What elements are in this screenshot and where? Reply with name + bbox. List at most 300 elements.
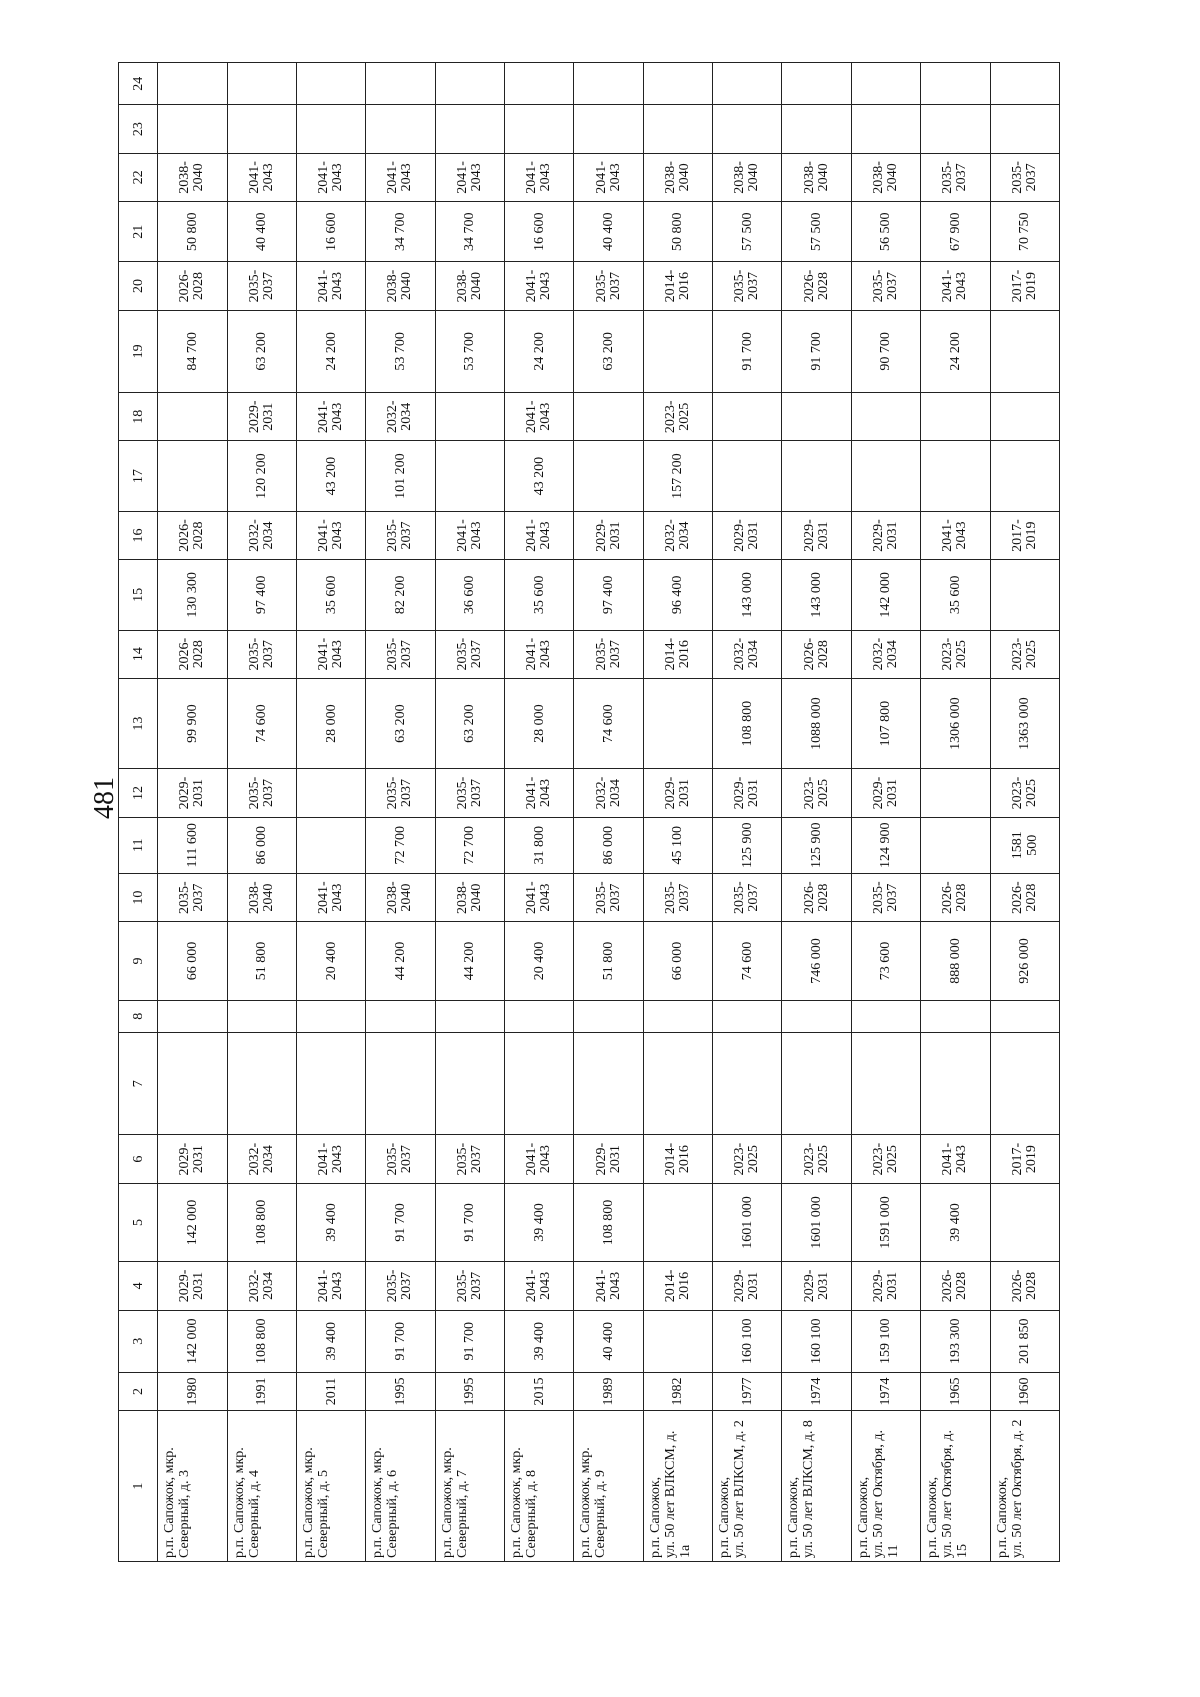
table-cell (574, 393, 643, 441)
address-line: р.п. Сапожок, мкр. (231, 1447, 247, 1558)
table-cell (782, 441, 851, 511)
table-row (643, 63, 712, 1562)
rotated-table-container (118, 62, 1060, 1562)
table-cell: 2029- 2031 (643, 769, 712, 817)
table-cell: 2041- 2043 (435, 153, 504, 201)
table-cell: 2035- 2037 (921, 153, 990, 201)
table-cell: 2032- 2034 (643, 511, 712, 559)
address-line: Северный, д. 9 (593, 1470, 609, 1558)
table-cell: 2041- 2043 (296, 153, 365, 201)
table-cell: 2035- 2037 (435, 1262, 504, 1310)
table-cell: 1980 (158, 1372, 227, 1410)
table-row (227, 63, 296, 1562)
table-cell: 2035- 2037 (851, 873, 920, 921)
table-cell: 44 200 (435, 922, 504, 1000)
table-cell: 2041- 2043 (435, 511, 504, 559)
table-cell: 2014- 2016 (643, 1262, 712, 1310)
table-cell: 160 100 (713, 1310, 782, 1372)
column-header: 24 (119, 63, 158, 105)
address-cell (505, 1411, 574, 1562)
table-cell: 2023- 2025 (990, 630, 1059, 678)
table-cell: 2014- 2016 (643, 630, 712, 678)
table-cell: 2035- 2037 (366, 511, 435, 559)
address-cell (435, 1411, 504, 1562)
table-cell: 28 000 (505, 678, 574, 769)
table-cell (782, 393, 851, 441)
address-line: р.п. Сапожок, мкр. (509, 1447, 524, 1558)
table-cell (921, 1032, 990, 1135)
table-cell: 2035- 2037 (366, 630, 435, 678)
table-cell: 28 000 (296, 678, 365, 769)
table-cell: 142 000 (158, 1310, 227, 1372)
table-cell: 143 000 (782, 560, 851, 630)
table-cell: 2041- 2043 (505, 873, 574, 921)
table-cell: 2023- 2025 (921, 630, 990, 678)
table-cell: 39 400 (296, 1310, 365, 1372)
address-line: ул. 50 лет ВЛКСМ, д. 8 (801, 1420, 817, 1558)
table-cell: 43 200 (296, 441, 365, 511)
table-cell: 2023- 2025 (782, 769, 851, 817)
table-cell: 40 400 (574, 1310, 643, 1372)
table-cell: 2041- 2043 (505, 769, 574, 817)
table-cell: 2029- 2031 (713, 769, 782, 817)
table-cell: 101 200 (366, 441, 435, 511)
column-header: 1 (119, 1411, 158, 1562)
table-cell (505, 63, 574, 105)
table-cell (643, 1000, 712, 1032)
table-cell: 39 400 (921, 1183, 990, 1261)
table-cell: 2026- 2028 (158, 262, 227, 310)
table-cell (158, 105, 227, 153)
table-cell: 24 200 (921, 310, 990, 392)
table-cell (227, 105, 296, 153)
table-cell: 53 700 (366, 310, 435, 392)
table-cell (990, 105, 1059, 153)
table-cell (921, 105, 990, 153)
table-cell: 1991 (227, 1372, 296, 1410)
address-cell (574, 1411, 643, 1562)
table-cell (782, 1000, 851, 1032)
table-cell: 2038- 2040 (435, 873, 504, 921)
table-cell: 201 850 (990, 1310, 1059, 1372)
table-cell (782, 1032, 851, 1135)
table-cell (851, 393, 920, 441)
table-cell: 926 000 (990, 922, 1059, 1000)
address-line: Северный, д. 5 (315, 1470, 331, 1558)
column-header: 7 (119, 1032, 158, 1135)
table-cell: 2041- 2043 (505, 630, 574, 678)
table-cell (435, 63, 504, 105)
table-row (921, 63, 990, 1562)
table-cell: 2041- 2043 (921, 262, 990, 310)
table-cell: 2029- 2031 (851, 769, 920, 817)
table-cell (505, 1000, 574, 1032)
table-cell: 34 700 (435, 202, 504, 262)
table-cell (366, 63, 435, 105)
table-cell: 2041- 2043 (296, 1262, 365, 1310)
table-cell (713, 105, 782, 153)
table-cell: 2041- 2043 (296, 1135, 365, 1183)
table-cell (158, 441, 227, 511)
table-cell (851, 1032, 920, 1135)
address-line: р.п. Сапожок, мкр. (439, 1447, 455, 1558)
table-row (574, 63, 643, 1562)
table-row (990, 63, 1059, 1562)
table-cell: 16 600 (296, 202, 365, 262)
column-header: 20 (119, 262, 158, 310)
address-line: р.п. Сапожок, (647, 1476, 663, 1558)
table-cell: 2038- 2040 (227, 873, 296, 921)
table-cell: 2038- 2040 (782, 153, 851, 201)
table-cell: 120 200 (227, 441, 296, 511)
table-cell: 143 000 (713, 560, 782, 630)
table-cell: 2035- 2037 (366, 1262, 435, 1310)
address-line: ул. 50 лет ВЛКСМ, д. 2 (732, 1420, 748, 1558)
table-cell: 70 750 (990, 202, 1059, 262)
address-cell (366, 1411, 435, 1562)
column-header: 4 (119, 1262, 158, 1310)
table-cell: 2026- 2028 (990, 1262, 1059, 1310)
table-cell: 2038- 2040 (366, 873, 435, 921)
table-cell: 125 900 (782, 817, 851, 873)
table-cell: 2032- 2034 (713, 630, 782, 678)
table-cell: 1977 (713, 1372, 782, 1410)
address-cell (990, 1411, 1059, 1562)
table-cell (296, 1032, 365, 1135)
table-cell: 2014- 2016 (643, 262, 712, 310)
address-line: Северный, д. 3 (177, 1470, 193, 1558)
table-row (782, 63, 851, 1562)
table-cell: 2023- 2025 (990, 769, 1059, 817)
table-cell: 2035- 2037 (851, 262, 920, 310)
table-cell: 2029- 2031 (782, 511, 851, 559)
table-cell: 2029- 2031 (158, 1135, 227, 1183)
table-cell: 2035- 2037 (574, 873, 643, 921)
table-cell: 2032- 2034 (851, 630, 920, 678)
table-cell: 2035- 2037 (366, 769, 435, 817)
table-cell (782, 105, 851, 153)
table-cell: 888 000 (921, 922, 990, 1000)
address-line: р.п. Сапожок, (994, 1476, 1010, 1558)
table-cell: 2026- 2028 (921, 873, 990, 921)
table-cell: 2041- 2043 (505, 1135, 574, 1183)
address-line: Северный, д. 6 (385, 1470, 401, 1558)
table-cell: 2017- 2019 (990, 262, 1059, 310)
table-cell: 43 200 (505, 441, 574, 511)
data-table (118, 62, 1060, 1562)
table-cell: 124 900 (851, 817, 920, 873)
table-cell (574, 63, 643, 105)
table-cell: 91 700 (435, 1183, 504, 1261)
table-cell: 2035- 2037 (713, 262, 782, 310)
table-cell: 2041- 2043 (296, 393, 365, 441)
column-header: 3 (119, 1310, 158, 1372)
header-row (119, 63, 158, 1562)
table-cell: 73 600 (851, 922, 920, 1000)
table-cell: 2026- 2028 (990, 873, 1059, 921)
table-cell: 2014- 2016 (643, 1135, 712, 1183)
table-cell: 2029- 2031 (851, 511, 920, 559)
table-cell (990, 63, 1059, 105)
table-cell: 1601 000 (713, 1183, 782, 1261)
table-cell: 20 400 (505, 922, 574, 1000)
table-row (505, 63, 574, 1562)
table-cell: 2035- 2037 (158, 873, 227, 921)
table-cell (643, 63, 712, 105)
table-cell: 1989 (574, 1372, 643, 1410)
table-cell (435, 1000, 504, 1032)
table-cell (227, 63, 296, 105)
table-cell: 2015 (505, 1372, 574, 1410)
table-cell: 97 400 (574, 560, 643, 630)
table-cell: 39 400 (296, 1183, 365, 1261)
address-cell (296, 1411, 365, 1562)
table-cell (505, 1032, 574, 1135)
table-cell: 45 100 (643, 817, 712, 873)
column-header: 9 (119, 922, 158, 1000)
table-cell (296, 1000, 365, 1032)
table-cell: 2038- 2040 (643, 153, 712, 201)
table-cell: 67 900 (921, 202, 990, 262)
table-cell: 50 800 (643, 202, 712, 262)
table-cell: 91 700 (713, 310, 782, 392)
table-cell: 2038- 2040 (851, 153, 920, 201)
table-cell: 2023- 2025 (713, 1135, 782, 1183)
column-header: 23 (119, 105, 158, 153)
table-cell (366, 1000, 435, 1032)
column-header: 5 (119, 1183, 158, 1261)
table-cell: 50 800 (158, 202, 227, 262)
table-cell: 39 400 (505, 1183, 574, 1261)
column-header: 18 (119, 393, 158, 441)
table-cell (643, 678, 712, 769)
address-line: ул. 50 лет Октября, д. 11 (870, 1430, 901, 1558)
address-line: ул. 50 лет ВЛКСМ, д. 1а (662, 1430, 693, 1558)
table-cell (366, 1032, 435, 1135)
table-cell: 84 700 (158, 310, 227, 392)
table-cell (505, 105, 574, 153)
table-cell: 74 600 (227, 678, 296, 769)
table-cell (574, 105, 643, 153)
table-cell: 51 800 (227, 922, 296, 1000)
table-cell: 2029- 2031 (713, 511, 782, 559)
table-cell: 108 800 (574, 1183, 643, 1261)
table-cell: 2041- 2043 (505, 153, 574, 201)
table-cell (643, 1032, 712, 1135)
table-cell: 2011 (296, 1372, 365, 1410)
column-header: 12 (119, 769, 158, 817)
table-cell: 2029- 2031 (158, 769, 227, 817)
table-cell: 108 800 (227, 1183, 296, 1261)
address-line: Северный, д. 4 (246, 1470, 262, 1558)
table-cell (574, 1000, 643, 1032)
column-header: 10 (119, 873, 158, 921)
table-cell: 1960 (990, 1372, 1059, 1410)
table-cell (851, 1000, 920, 1032)
column-header: 17 (119, 441, 158, 511)
table-cell (435, 393, 504, 441)
table-cell (574, 1032, 643, 1135)
table-cell: 63 200 (227, 310, 296, 392)
column-header: 22 (119, 153, 158, 201)
table-cell: 2035- 2037 (435, 1135, 504, 1183)
table-cell: 2017- 2019 (990, 1135, 1059, 1183)
table-cell: 159 100 (851, 1310, 920, 1372)
table-cell: 1306 000 (921, 678, 990, 769)
table-cell (227, 1032, 296, 1135)
table-cell: 91 700 (782, 310, 851, 392)
table-cell: 2041- 2043 (505, 262, 574, 310)
address-cell (227, 1411, 296, 1562)
table-cell: 125 900 (713, 817, 782, 873)
table-cell: 66 000 (643, 922, 712, 1000)
table-cell: 2029- 2031 (158, 1262, 227, 1310)
address-cell (713, 1411, 782, 1562)
table-cell: 2038- 2040 (158, 153, 227, 201)
table-cell (990, 310, 1059, 392)
table-cell: 63 200 (574, 310, 643, 392)
table-cell (158, 1032, 227, 1135)
table-cell: 1995 (366, 1372, 435, 1410)
table-cell: 746 000 (782, 922, 851, 1000)
table-cell (921, 393, 990, 441)
table-cell (782, 63, 851, 105)
table-cell: 107 800 (851, 678, 920, 769)
table-cell: 2029- 2031 (782, 1262, 851, 1310)
table-cell (158, 1000, 227, 1032)
column-header: 13 (119, 678, 158, 769)
table-cell: 2038- 2040 (713, 153, 782, 201)
table-cell (574, 441, 643, 511)
table-row (158, 63, 227, 1562)
table-cell: 2032- 2034 (574, 769, 643, 817)
table-cell: 2032- 2034 (366, 393, 435, 441)
table-cell (713, 63, 782, 105)
table-cell: 82 200 (366, 560, 435, 630)
table-cell: 36 600 (435, 560, 504, 630)
table-cell: 2029- 2031 (574, 511, 643, 559)
table-cell: 20 400 (296, 922, 365, 1000)
table-cell: 108 800 (227, 1310, 296, 1372)
table-cell: 2026- 2028 (921, 1262, 990, 1310)
table-cell: 57 500 (713, 202, 782, 262)
table-cell: 31 800 (505, 817, 574, 873)
table-cell (296, 105, 365, 153)
table-cell (921, 1000, 990, 1032)
table-cell: 2041- 2043 (574, 153, 643, 201)
table-cell: 2041- 2043 (296, 873, 365, 921)
table-cell (643, 1310, 712, 1372)
table-cell: 74 600 (713, 922, 782, 1000)
table-cell (990, 393, 1059, 441)
table-cell: 2041- 2043 (227, 153, 296, 201)
table-cell: 2035- 2037 (227, 262, 296, 310)
table-cell: 39 400 (505, 1310, 574, 1372)
table-cell: 66 000 (158, 922, 227, 1000)
table-cell: 2038- 2040 (435, 262, 504, 310)
table-cell: 35 600 (505, 560, 574, 630)
table-cell: 2026- 2028 (158, 630, 227, 678)
table-cell: 40 400 (574, 202, 643, 262)
table-cell: 56 500 (851, 202, 920, 262)
table-cell (158, 393, 227, 441)
table-cell: 1974 (782, 1372, 851, 1410)
table-row (851, 63, 920, 1562)
table-row (435, 63, 504, 1562)
column-header: 6 (119, 1135, 158, 1183)
table-cell (158, 63, 227, 105)
address-line: р.п. Сапожок, (786, 1476, 802, 1558)
table-cell: 160 100 (782, 1310, 851, 1372)
table-cell: 35 600 (921, 560, 990, 630)
table-cell: 1088 000 (782, 678, 851, 769)
table-cell: 72 700 (435, 817, 504, 873)
table-cell: 2035- 2037 (435, 630, 504, 678)
table-cell (921, 817, 990, 873)
table-cell: 2038- 2040 (366, 262, 435, 310)
address-cell (782, 1411, 851, 1562)
table-cell: 53 700 (435, 310, 504, 392)
table-row (366, 63, 435, 1562)
table-cell: 2041- 2043 (366, 153, 435, 201)
table-cell: 142 000 (851, 560, 920, 630)
table-cell: 91 700 (366, 1183, 435, 1261)
table-cell: 34 700 (366, 202, 435, 262)
column-header: 14 (119, 630, 158, 678)
table-cell (643, 1183, 712, 1261)
table-cell: 193 300 (921, 1310, 990, 1372)
table-cell: 2026- 2028 (158, 511, 227, 559)
address-line: р.п. Сапожок, (717, 1476, 733, 1558)
table-cell: 96 400 (643, 560, 712, 630)
address-cell (851, 1411, 920, 1562)
table-cell: 2035- 2037 (990, 153, 1059, 201)
table-cell: 63 200 (366, 678, 435, 769)
table-cell (296, 63, 365, 105)
table-cell: 2026- 2028 (782, 262, 851, 310)
table-cell: 2041- 2043 (296, 630, 365, 678)
table-cell: 2035- 2037 (713, 873, 782, 921)
table-cell: 2041- 2043 (574, 1262, 643, 1310)
table-cell (921, 769, 990, 817)
table-cell: 142 000 (158, 1183, 227, 1261)
table-cell: 51 800 (574, 922, 643, 1000)
table-row (296, 63, 365, 1562)
table-cell: 44 200 (366, 922, 435, 1000)
column-header: 21 (119, 202, 158, 262)
address-line: Северный, д. 7 (454, 1470, 470, 1558)
table-cell: 16 600 (505, 202, 574, 262)
address-line: ул. 50 лет Октября, д. 2 (1009, 1419, 1025, 1558)
table-cell: 2023- 2025 (782, 1135, 851, 1183)
table-cell: 72 700 (366, 817, 435, 873)
table-cell: 40 400 (227, 202, 296, 262)
table-cell (921, 63, 990, 105)
table-cell: 2017- 2019 (990, 511, 1059, 559)
address-line: Северный, д. 8 (524, 1470, 539, 1558)
table-cell: 1974 (851, 1372, 920, 1410)
table-cell: 2035- 2037 (366, 1135, 435, 1183)
table-cell: 97 400 (227, 560, 296, 630)
table-cell: 108 800 (713, 678, 782, 769)
table-cell: 2032- 2034 (227, 1135, 296, 1183)
address-line: р.п. Сапожок, мкр. (162, 1447, 178, 1558)
table-cell: 2035- 2037 (643, 873, 712, 921)
table-cell: 2029- 2031 (851, 1262, 920, 1310)
table-cell: 2029- 2031 (713, 1262, 782, 1310)
table-cell: 2041- 2043 (505, 1262, 574, 1310)
page-number: 481 (89, 777, 120, 819)
